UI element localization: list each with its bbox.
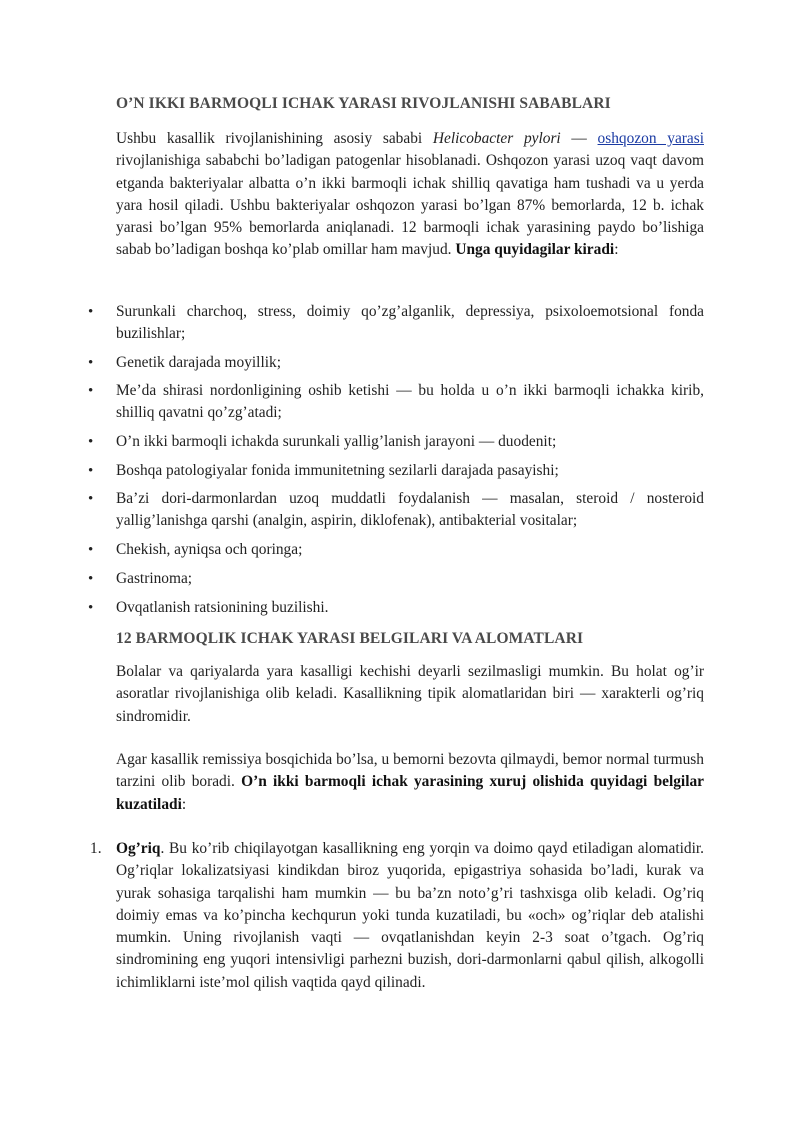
bullet-icon: • (88, 434, 94, 450)
pain-label: Og’riq (116, 840, 161, 857)
bullet-icon: • (88, 600, 94, 616)
cause-list-item: Chekish, ayniqsa och qoringa; (116, 541, 303, 558)
stomach-ulcer-link[interactable]: oshqozon yarasi (597, 130, 704, 147)
bacteria-name: Helicobacter pylori (432, 130, 561, 147)
bullet-icon: • (88, 571, 94, 587)
bullet-icon: • (88, 304, 94, 320)
pain-description: . Bu ko’rib chiqilayotgan kasallikning eng yorqin va doimo qayd etiladigan alomatidir. Og’riqlar lokalizatsiyasi kindikdan biroz yuqorida, epigastriya sohasida bo’ladi, kurak va yurak sohasiga tarqalishi ham mumkin — bu ba’zn noto’g’ri tashxisga olib keladi. Og’riq doimiy emas va ko’pincha kechqurun yoki tunda kuzatiladi, bu «och» og’riqlar deb atalishi mumkin. Uning rivojlanish vaqti — ovqatlanishdan keyin 2-3 soat o’tgach. Og’riq sindromining eng yuqori intensivligi parhezni buzish, dori-darmonlarni qabul qilish, alkogolli ichimliklarni iste’mol qilish vaqtida qayd qilinadi. (116, 840, 704, 991)
causes-intro-paragraph (116, 128, 704, 262)
cause-list-item: Gastrinoma; (116, 570, 193, 587)
cause-list-item: Ovqatlanish ratsionining buzilishi. (116, 599, 329, 616)
intro-dash: — (560, 130, 598, 147)
cause-list-item: O’n ikki barmoqli ichakda surunkali yallig’lanish jarayoni — duodenit; (116, 433, 557, 450)
bullet-icon: • (88, 542, 94, 558)
remission-bold-lead: O’n ikki barmoqli ichak yarasining xuruj olishida quyidagi belgilar kuzatiladi (116, 773, 705, 813)
intro-colon: : (614, 241, 619, 259)
bullet-icon: • (88, 383, 94, 399)
cause-list-item: Me’da shirasi nordonligining oshib ketishi — bu holda u o’n ikki barmoqli ichakka kirib, shilliq qavatni qo’zg’atadi; (116, 382, 704, 422)
intro-text-c: rivojlanishiga sababchi bo’ladigan patogenlar hisoblanadi. Oshqozon yarasi uzoq vaqt davom etganda bakteriyalar albatta o’n ikki barmoqli ichak shilliq qavatiga ham tushadi va u yerda yara hosil qiladi. Ushbu bakteriyalar oshqozon yarasi bo’lgan 87% bemorlarda, 12 b. ichak yarasi bo’lgan 95% bemorlarda aniqlanadi. 12 barmoqli ichak yarasining paydo bo’lishiga sabab bo’ladigan boshqa ko’plab omillar ham mavjud. (116, 152, 704, 259)
bullet-icon: • (88, 355, 94, 371)
remission-text: Agar kasallik remissiya bosqichida bo’lsa, u bemorni bezovta qilmaydi, bemor normal turmush tarzini olib boradi. (116, 751, 704, 791)
symptoms-intro-paragraph: Bolalar va qariyalarda yara kasalligi kechishi deyarli sezilmasligi mumkin. Bu holat og’ir asoratlar rivojlanishiga olib keladi. Kasallikning tipik alomatlaridan biri — xarakterli og’riq sindromidir. (116, 663, 704, 725)
symptom-list-item-pain (116, 838, 704, 994)
cause-list-item: Surunkali charchoq, stress, doimiy qo’zg’alganlik, depressiya, psixoloemotsional fonda buzilishlar; (116, 303, 704, 343)
remission-paragraph (116, 749, 704, 816)
intro-bold-lead: Unga quyidagilar kiradi (455, 241, 615, 259)
cause-list-item: Genetik darajada moyillik; (116, 354, 281, 371)
bullet-icon: • (88, 463, 94, 479)
cause-list-item: Boshqa patologiyalar fonida immunitetning sezilarli darajada pasayishi; (116, 462, 559, 479)
cause-list-item: Ba’zi dori-darmonlardan uzoq muddatli foydalanish — masalan, steroid / nosteroid yallig’lanishga qarshi (analgin, aspirin, diklofenak), antibakterial vositalar; (116, 490, 704, 530)
bullet-icon: • (88, 491, 94, 507)
section-heading-symptoms: 12 BARMOQLIK ICHAK YARASI BELGILARI VA ALOMATLARI (116, 630, 584, 647)
section-heading-causes: O’N IKKI BARMOQLI ICHAK YARASI RIVOJLANISHI SABABLARI (116, 95, 611, 112)
intro-text-a: Ushbu kasallik rivojlanishining asosiy sababi (116, 130, 433, 147)
remission-colon: : (181, 795, 187, 813)
list-number: 1. (90, 840, 102, 857)
